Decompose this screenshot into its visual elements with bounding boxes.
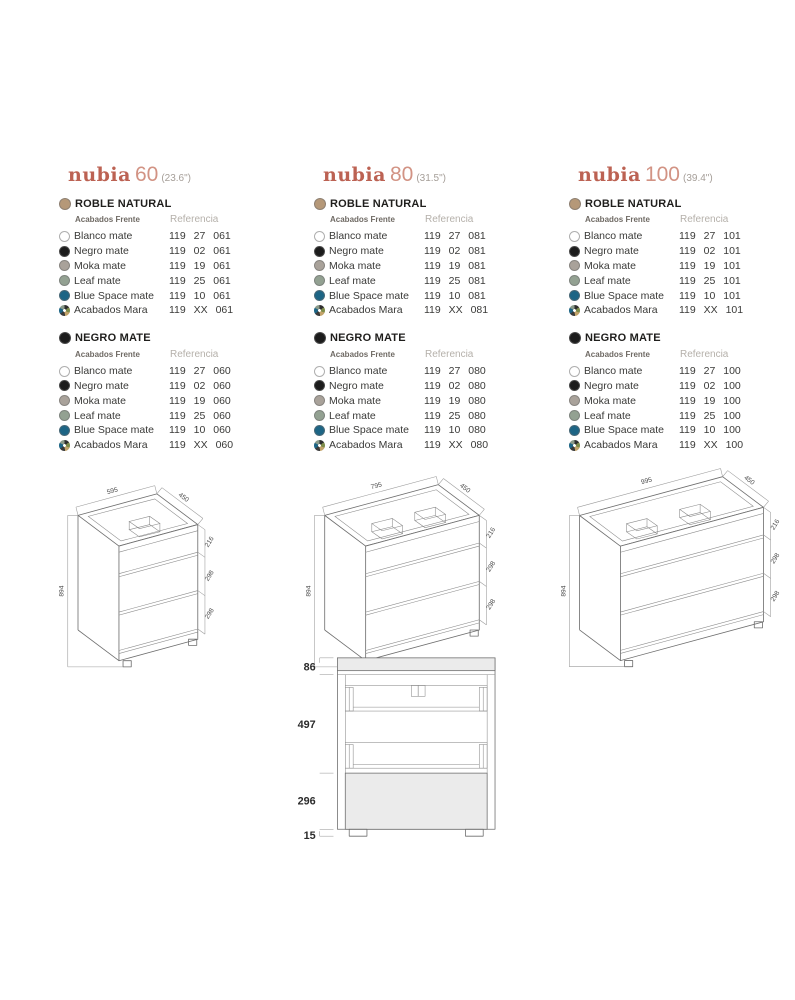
cabinet-color-swatch: [314, 198, 326, 210]
color-swatch: [59, 290, 70, 301]
iso-drawing-nubia-80: [300, 456, 505, 673]
finish-label: Negro mate: [584, 379, 639, 392]
color-swatch: [314, 231, 325, 242]
section-title: NEGRO MATE: [585, 332, 661, 345]
column-headers: [569, 349, 795, 362]
cabinet-color-swatch: [314, 332, 326, 344]
dim-height: 894: [560, 585, 568, 597]
dim-section-1: 216: [203, 535, 216, 549]
section-title: ROBLE NATURAL: [330, 197, 427, 210]
finish-row: [314, 408, 554, 423]
cabinet-color-swatch: [59, 332, 71, 344]
finish-label: Blanco mate: [584, 365, 643, 378]
dim-section-2: 298: [769, 552, 782, 566]
dim-section-2: 298: [203, 569, 216, 583]
section-header: [59, 196, 299, 211]
color-swatch: [569, 380, 580, 391]
finish-section-negro: [569, 331, 795, 453]
finish-row: [59, 244, 299, 259]
finish-label: Moka mate: [329, 259, 381, 272]
finish-section-negro: [314, 331, 554, 453]
cabinet-color-swatch: [59, 198, 71, 210]
reference-column-header: Referencia: [170, 214, 219, 225]
reference-code: 119 27 081: [424, 230, 486, 243]
color-swatch: [314, 366, 325, 377]
reference-code: 119 27 080: [424, 365, 486, 378]
finish-label: Leaf mate: [74, 409, 121, 422]
color-swatch: [59, 231, 70, 242]
reference-column-header: Referencia: [170, 348, 219, 360]
finish-label: Blue Space mate: [329, 424, 409, 437]
finish-label: Blue Space mate: [584, 289, 664, 302]
finish-label: Blanco mate: [584, 230, 643, 243]
finish-row: [314, 393, 554, 408]
reference-code: 119 27 060: [169, 365, 231, 378]
reference-code: 119 19 060: [169, 394, 231, 407]
reference-code: 119 02 060: [169, 379, 231, 392]
finish-column-header: Acabados Frente: [330, 349, 395, 359]
model-size: 80: [389, 163, 414, 186]
finish-column-header: Acabados Frente: [330, 215, 395, 224]
color-swatch: [314, 425, 325, 436]
finish-row: [59, 288, 299, 303]
finish-row: [59, 303, 299, 318]
finish-row: [59, 393, 299, 408]
dim-section-3: 298: [203, 607, 216, 621]
finish-row: [59, 423, 299, 438]
finish-row: [569, 423, 795, 438]
finish-row: [569, 229, 795, 244]
dim-section-3: 298: [485, 598, 498, 612]
color-swatch: [569, 260, 580, 271]
dim-height: 894: [58, 585, 66, 597]
color-swatch: [314, 290, 325, 301]
reference-code: 119 02 100: [679, 379, 741, 392]
color-swatch: [569, 246, 580, 257]
color-swatch: [314, 410, 325, 421]
cabinet-color-swatch: [569, 198, 581, 210]
color-swatch: [314, 380, 325, 391]
finish-row: [569, 303, 795, 318]
finish-row: [569, 288, 795, 303]
finish-row: [569, 438, 795, 453]
finish-column-header: Acabados Frente: [585, 215, 650, 224]
reference-column-header: Referencia: [425, 214, 474, 225]
reference-code: 119 25 100: [679, 409, 741, 422]
color-swatch: [569, 410, 580, 421]
color-swatch: [59, 275, 70, 286]
finish-row: [314, 379, 554, 394]
finish-row: [569, 393, 795, 408]
product-column-nubia-80: [314, 163, 554, 453]
dim-width: 995: [640, 476, 653, 487]
reference-code: 119 10 101: [679, 289, 741, 302]
reference-code: 119 27 100: [679, 365, 741, 378]
section-title: NEGRO MATE: [330, 332, 406, 345]
finish-row: [569, 244, 795, 259]
finish-label: Blue Space mate: [584, 424, 664, 437]
finish-label: Blanco mate: [74, 365, 133, 378]
finish-row: [314, 364, 554, 379]
reference-code: 119 25 060: [169, 409, 231, 422]
finish-row: [314, 288, 554, 303]
column-headers: [314, 349, 554, 362]
mara-multicolor-icon: [314, 305, 325, 316]
dim-depth: 450: [742, 474, 756, 487]
column-headers: [314, 214, 554, 227]
model-size: 60: [134, 163, 159, 186]
finish-row: [59, 364, 299, 379]
color-swatch: [314, 260, 325, 271]
finish-label: Moka mate: [584, 259, 636, 272]
dim-middle-section: 497: [297, 718, 316, 731]
section-header: [569, 331, 795, 346]
finish-column-header: Acabados Frente: [75, 215, 140, 224]
brand-name: nubia: [578, 164, 641, 186]
mara-multicolor-icon: [569, 305, 580, 316]
reference-code: 119 XX 100: [679, 439, 744, 452]
finish-label: Acabados Mara: [74, 304, 148, 317]
finish-row: [314, 438, 554, 453]
finish-column-header: Acabados Frente: [75, 349, 140, 359]
finish-row: [314, 244, 554, 259]
reference-code: 119 19 080: [424, 394, 486, 407]
column-headers: [59, 349, 299, 362]
finish-row: [314, 423, 554, 438]
product-title: [578, 163, 795, 187]
reference-code: 119 02 101: [679, 245, 741, 258]
reference-code: 119 19 081: [424, 259, 486, 272]
finish-section-roble: [569, 196, 795, 318]
product-title: [323, 163, 554, 187]
section-header: [569, 196, 795, 211]
iso-drawing-nubia-100: [553, 452, 788, 673]
dim-width: 595: [106, 486, 119, 497]
reference-code: 119 10 081: [424, 289, 486, 302]
reference-code: 119 02 080: [424, 379, 486, 392]
reference-code: 119 25 061: [169, 274, 231, 287]
finish-row: [59, 229, 299, 244]
column-headers: [569, 214, 795, 227]
reference-code: 119 10 061: [169, 289, 231, 302]
section-header: [314, 196, 554, 211]
reference-code: 119 19 101: [679, 259, 741, 272]
product-title: [68, 163, 299, 187]
finish-label: Blanco mate: [74, 230, 133, 243]
column-headers: [59, 214, 299, 227]
model-inches: (23.6"): [161, 173, 191, 184]
reference-code: 119 XX 081: [424, 304, 489, 317]
mara-multicolor-icon: [59, 440, 70, 451]
reference-column-header: Referencia: [680, 214, 729, 225]
model-inches: (31.5"): [416, 173, 446, 184]
finish-label: Blue Space mate: [74, 289, 154, 302]
finish-label: Blue Space mate: [329, 289, 409, 302]
mara-multicolor-icon: [569, 440, 580, 451]
cabinet-color-swatch: [569, 332, 581, 344]
product-column-nubia-100: [569, 163, 795, 453]
reference-code: 119 XX 080: [424, 439, 489, 452]
finish-label: Moka mate: [329, 394, 381, 407]
iso-drawing-nubia-60: [55, 458, 230, 673]
dim-depth: 450: [458, 482, 472, 495]
finish-label: Blue Space mate: [74, 424, 154, 437]
finish-label: Leaf mate: [329, 274, 376, 287]
mara-multicolor-icon: [59, 305, 70, 316]
color-swatch: [59, 366, 70, 377]
dim-section-3: 298: [769, 589, 782, 603]
finish-label: Acabados Mara: [584, 304, 658, 317]
finish-label: Acabados Mara: [329, 304, 403, 317]
color-swatch: [569, 275, 580, 286]
reference-column-header: Referencia: [680, 348, 729, 360]
finish-label: Negro mate: [74, 245, 129, 258]
dim-feet: 15: [303, 830, 316, 843]
color-swatch: [569, 395, 580, 406]
color-swatch: [59, 410, 70, 421]
finish-row: [569, 259, 795, 274]
section-header: [59, 331, 299, 346]
reference-code: 119 XX 060: [169, 439, 234, 452]
finish-section-roble: [59, 196, 299, 318]
reference-code: 119 02 061: [169, 245, 231, 258]
finish-column-header: Acabados Frente: [585, 349, 650, 359]
finish-row: [59, 273, 299, 288]
reference-code: 119 10 100: [679, 424, 741, 437]
color-swatch: [59, 425, 70, 436]
color-swatch: [59, 380, 70, 391]
dim-section-1: 216: [769, 518, 782, 532]
finish-label: Negro mate: [329, 379, 384, 392]
finish-label: Negro mate: [329, 245, 384, 258]
finish-label: Leaf mate: [74, 274, 121, 287]
finish-row: [569, 273, 795, 288]
finish-label: Leaf mate: [584, 274, 631, 287]
reference-code: 119 25 081: [424, 274, 486, 287]
section-title: NEGRO MATE: [75, 332, 151, 345]
finish-section-negro: [59, 331, 299, 453]
finish-label: Acabados Mara: [74, 439, 148, 452]
model-inches: (39.4"): [683, 173, 713, 184]
finish-label: Leaf mate: [329, 409, 376, 422]
section-title: ROBLE NATURAL: [585, 197, 682, 210]
reference-code: 119 10 060: [169, 424, 231, 437]
color-swatch: [569, 425, 580, 436]
finish-label: Moka mate: [584, 394, 636, 407]
reference-code: 119 25 080: [424, 409, 486, 422]
color-swatch: [569, 290, 580, 301]
finish-label: Acabados Mara: [329, 439, 403, 452]
finish-row: [314, 303, 554, 318]
dim-bottom-section: 296: [297, 795, 316, 808]
finish-label: Negro mate: [74, 379, 129, 392]
section-title: ROBLE NATURAL: [75, 197, 172, 210]
finish-row: [314, 273, 554, 288]
product-column-nubia-60: [59, 163, 299, 453]
dim-width: 795: [370, 481, 383, 492]
dim-height: 894: [305, 585, 313, 597]
color-swatch: [59, 260, 70, 271]
reference-code: 119 02 081: [424, 245, 486, 258]
finish-label: Blanco mate: [329, 230, 388, 243]
finish-row: [569, 364, 795, 379]
finish-label: Acabados Mara: [584, 439, 658, 452]
mara-multicolor-icon: [314, 440, 325, 451]
color-swatch: [314, 246, 325, 257]
reference-code: 119 25 101: [679, 274, 741, 287]
finish-section-roble: [314, 196, 554, 318]
front-section-drawing: [286, 648, 508, 848]
dim-depth: 450: [176, 491, 190, 504]
reference-code: 119 19 100: [679, 394, 741, 407]
color-swatch: [59, 246, 70, 257]
reference-code: 119 XX 101: [679, 304, 744, 317]
brand-name: nubia: [68, 164, 131, 186]
dim-section-1: 216: [485, 526, 498, 540]
reference-code: 119 27 061: [169, 230, 231, 243]
color-swatch: [569, 231, 580, 242]
finish-label: Blanco mate: [329, 365, 388, 378]
finish-row: [59, 438, 299, 453]
reference-code: 119 27 101: [679, 230, 741, 243]
finish-row: [59, 408, 299, 423]
finish-row: [59, 259, 299, 274]
dim-section-2: 298: [485, 560, 498, 574]
dim-top-section: 86: [303, 661, 316, 674]
finish-row: [314, 229, 554, 244]
color-swatch: [314, 395, 325, 406]
finish-label: Negro mate: [584, 245, 639, 258]
brand-name: nubia: [323, 164, 386, 186]
finish-row: [569, 408, 795, 423]
finish-label: Leaf mate: [584, 409, 631, 422]
finish-label: Moka mate: [74, 259, 126, 272]
reference-column-header: Referencia: [425, 348, 474, 360]
model-size: 100: [644, 163, 680, 186]
finish-row: [314, 259, 554, 274]
color-swatch: [569, 366, 580, 377]
reference-code: 119 10 080: [424, 424, 486, 437]
reference-code: 119 XX 061: [169, 304, 234, 317]
color-swatch: [314, 275, 325, 286]
section-header: [314, 331, 554, 346]
color-swatch: [59, 395, 70, 406]
finish-label: Moka mate: [74, 394, 126, 407]
finish-row: [569, 379, 795, 394]
finish-row: [59, 379, 299, 394]
reference-code: 119 19 061: [169, 259, 231, 272]
